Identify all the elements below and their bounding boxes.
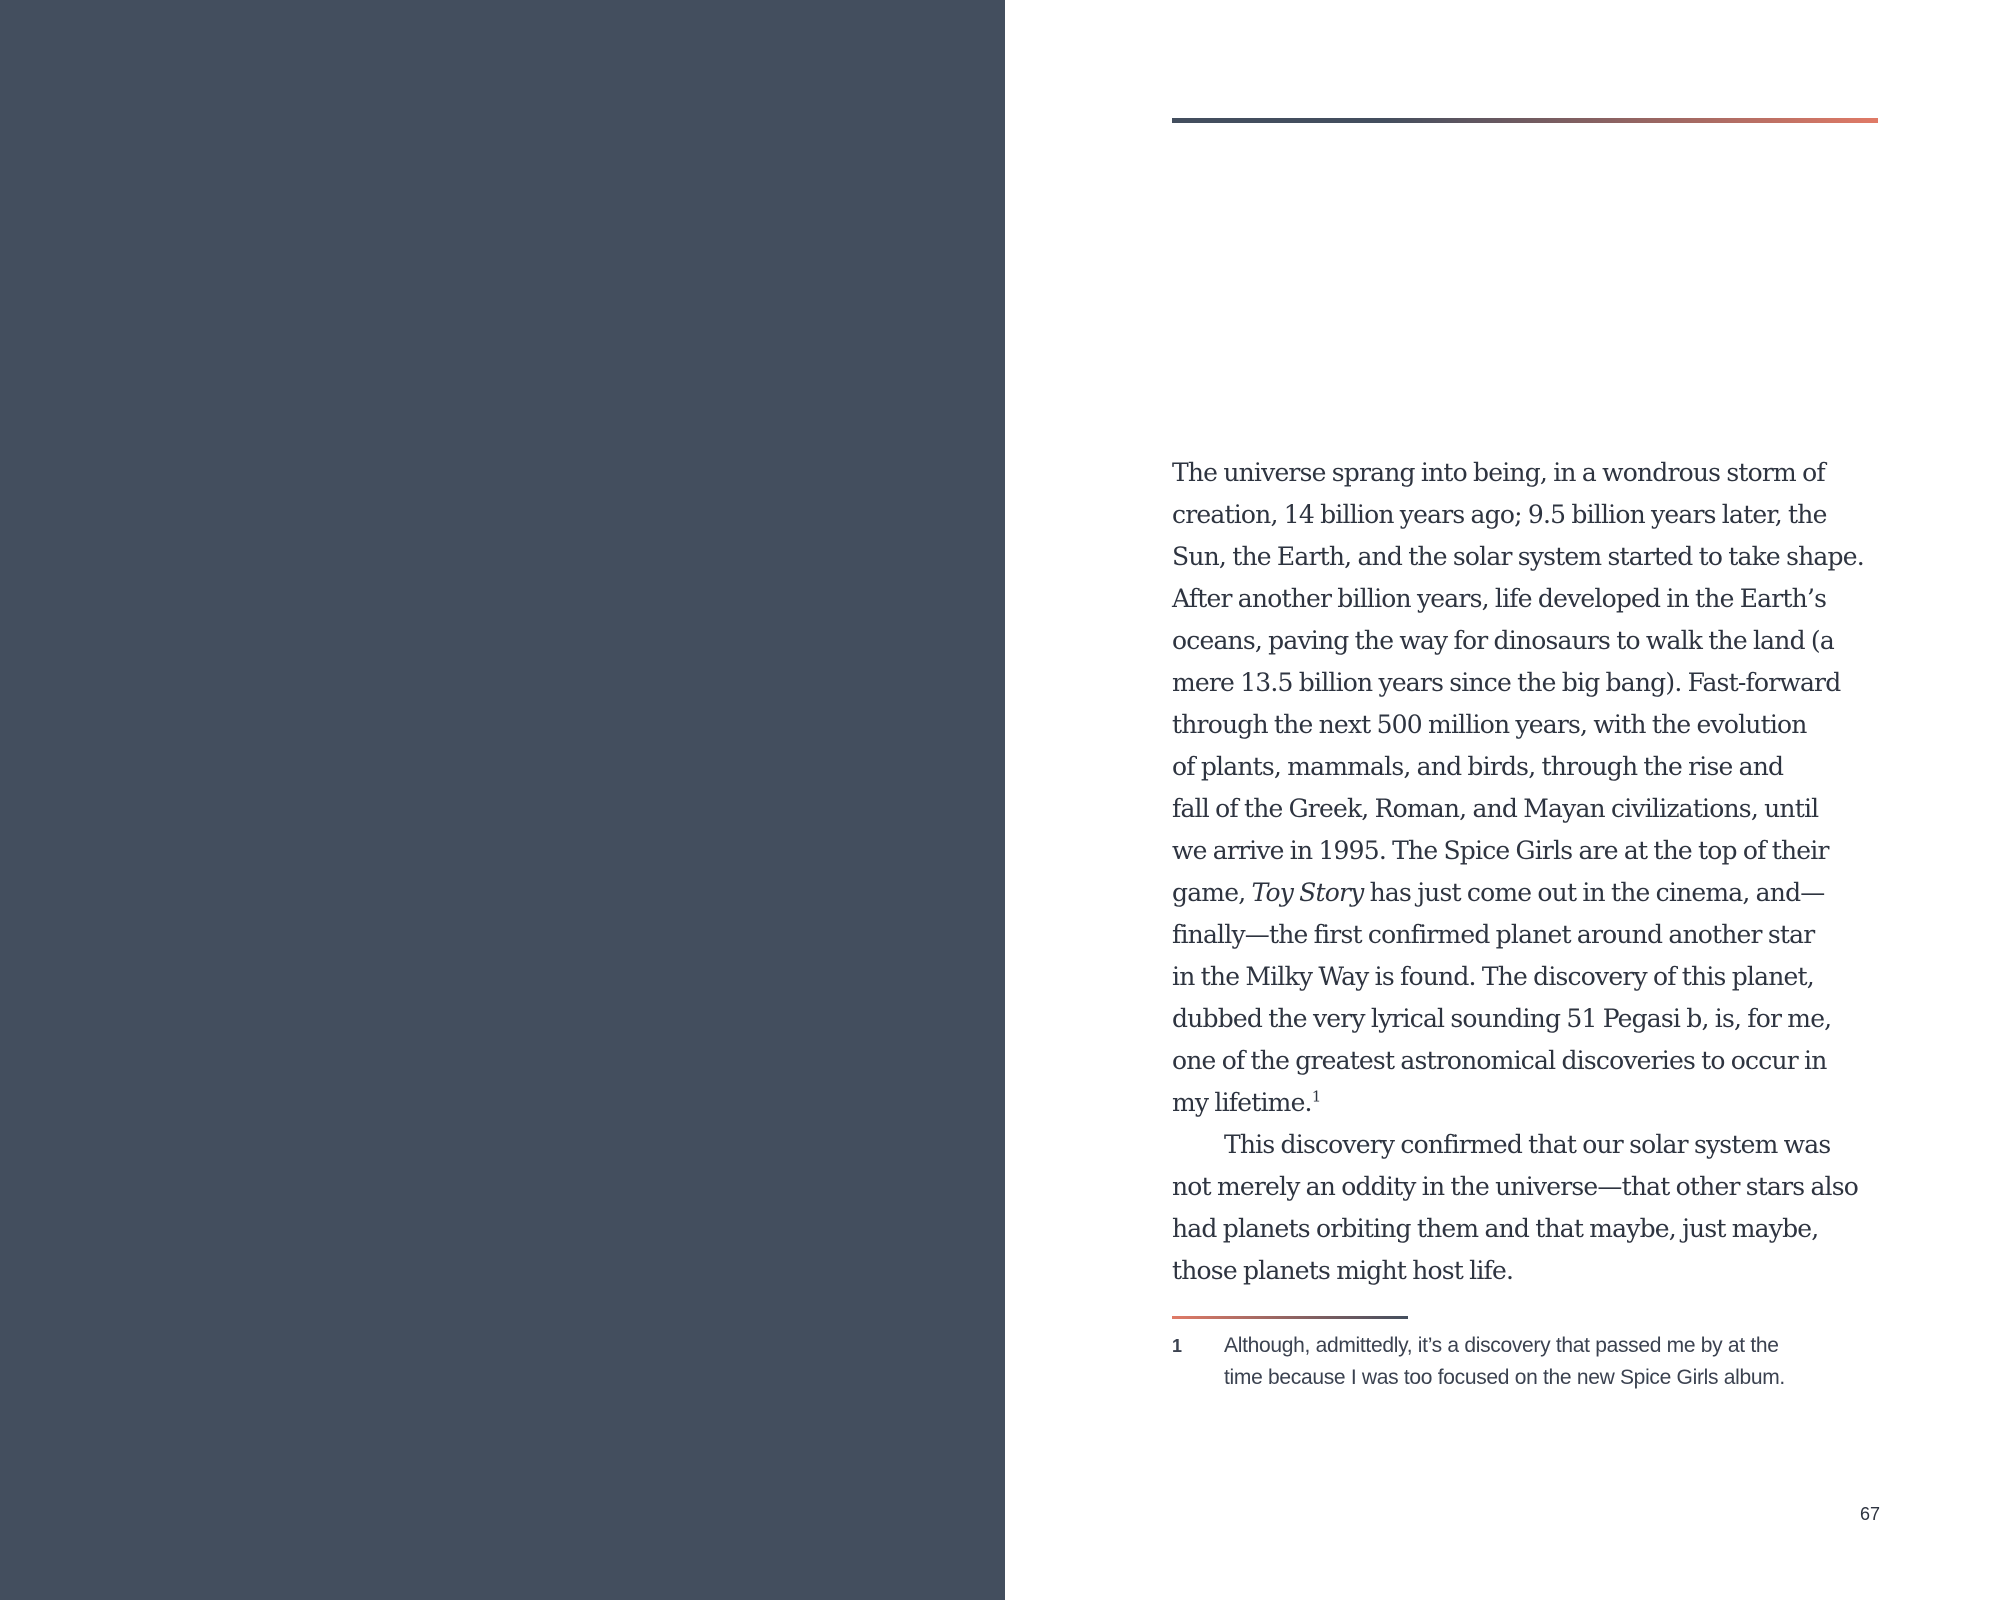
body-line: we arrive in 1995. The Spice Girls are at the top of their [1172, 836, 1829, 865]
footnote-line: time because I was too focused on the new Spice Girls album. [1224, 1366, 1785, 1389]
film-title: Toy Story [1251, 878, 1364, 907]
body-line: through the next 500 million years, with the evolution [1172, 710, 1807, 739]
body-line-with-title [1172, 872, 1912, 914]
page-number: 67 [1859, 1504, 1880, 1524]
last-line-text: my lifetime. [1172, 1088, 1312, 1117]
body-line: those planets might host life. [1172, 1256, 1514, 1285]
body-line: one of the greatest astronomical discoveries to occur in [1172, 1046, 1827, 1075]
body-line-last [1172, 1082, 1912, 1124]
body-line: in the Milky Way is found. The discovery of this planet, [1172, 962, 1814, 991]
footnote-text [1224, 1330, 1884, 1394]
body-line: Sun, the Earth, and the solar system started to take shape. [1172, 542, 1864, 571]
footnote-number: 1 [1172, 1336, 1182, 1356]
body-line: finally—the first confirmed planet around another star [1172, 920, 1815, 949]
body-line: After another billion years, life developed in the Earth’s [1172, 584, 1827, 613]
header-gradient-rule [1172, 118, 1878, 123]
body-line: of plants, mammals, and birds, through the rise and [1172, 752, 1784, 781]
body-text [1172, 452, 1912, 1292]
body-line: creation, 14 billion years ago; 9.5 billion years later, the [1172, 500, 1827, 529]
body-line: not merely an oddity in the universe—that other stars also [1172, 1172, 1859, 1201]
body-line: The universe sprang into being, in a wondrous storm of [1172, 458, 1825, 487]
body-line: oceans, paving the way for dinosaurs to walk the land (a [1172, 626, 1834, 655]
footnote-line: Although, admittedly, it’s a discovery that passed me by at the [1224, 1334, 1779, 1357]
body-line: fall of the Greek, Roman, and Mayan civilizations, until [1172, 794, 1819, 823]
body-line: dubbed the very lyrical sounding 51 Pegasi b, is, for me, [1172, 1004, 1832, 1033]
body-line: This discovery confirmed that our solar system was [1224, 1130, 1831, 1159]
footnote-divider [1172, 1316, 1408, 1319]
line-suffix: has just come out in the cinema, and— [1363, 878, 1825, 907]
line-prefix: game, [1172, 878, 1252, 907]
body-line: had planets orbiting them and that maybe, just maybe, [1172, 1214, 1819, 1243]
body-line: mere 13.5 billion years since the big bang). Fast-forward [1172, 668, 1841, 697]
footnote-reference[interactable]: 1 [1311, 1087, 1321, 1106]
